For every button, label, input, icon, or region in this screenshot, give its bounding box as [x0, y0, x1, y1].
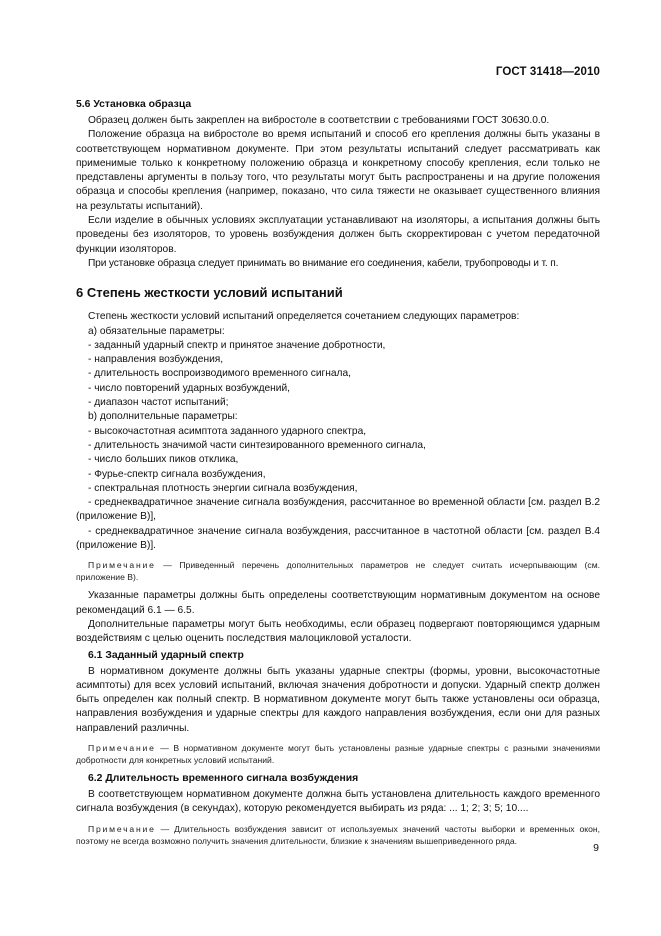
- note-text: — Приведенный перечень дополнительных параметров не следует считать исчерпывающим (см. приложение В).: [76, 560, 600, 583]
- paragraph: Если изделие в обычных условиях эксплуатации устанавливают на изоляторы, а испытания должны быть проведены без изоляторов, то уровень возбуждения должен быть скорректирован с учетом передаточной функции изоляторов.: [76, 215, 600, 255]
- page-number: 9: [593, 842, 599, 854]
- note-label: Примечание: [88, 560, 156, 571]
- list-item: - среднеквадратичное значение сигнала возбуждения, рассчитанное во временной области [см. раздел В.2 (приложение В)],: [76, 497, 600, 523]
- note-text: — В нормативном документе могут быть установлены разные ударные спектры с разными значениями добротности для конкретных условий испытаний.: [76, 742, 600, 765]
- paragraph: При установке образца следует принимать во внимание его соединения, кабели, трубопроводы и т. п.: [88, 257, 559, 269]
- note: [76, 559, 600, 583]
- list-item: - длительность значимой части синтезированного временного сигнала,: [88, 439, 426, 451]
- section-6-2-title: 6.2 Длительность временного сигнала возбуждения: [88, 772, 359, 784]
- note-label: Примечание: [88, 823, 156, 834]
- list-item: - заданный ударный спектр и принятое значение добротности,: [88, 339, 386, 351]
- list-item: - высокочастотная асимптота заданного ударного спектра,: [88, 425, 367, 437]
- paragraph: Дополнительные параметры могут быть необходимы, если образец подвергают повторяющимся ударным воздействиям с целью оценить последствия малоцикловой усталости.: [76, 618, 600, 645]
- section-6-1-title: 6.1 Заданный ударный спектр: [88, 649, 244, 661]
- paragraph: В нормативном документе должны быть указаны ударные спектры (формы, уровни, высокочастотные асимптоты) для всех условий испытаний, включая значения добротности и допуски. Ударный спектр должен быть определен как полный спектр. В нормативном документе могут быть также установлены оси образца, направления возбуждения и ударные спектры для каждого направления возбуждения, если они для разных направлений различны.: [76, 665, 600, 734]
- list-item: - число повторений ударных возбуждений,: [88, 382, 291, 394]
- list-label-a: а) обязательные параметры:: [88, 325, 225, 337]
- list-item: - диапазон частот испытаний;: [88, 397, 229, 409]
- note: [76, 742, 600, 766]
- note-label: Примечание: [88, 742, 156, 753]
- note: [76, 823, 600, 847]
- list-item: - среднеквадратичное значение сигнала возбуждения, рассчитанное в частотной области [см. раздел В.4 (приложение В)].: [76, 525, 600, 552]
- page-content: [76, 98, 600, 853]
- paragraph: Указанные параметры должны быть определены соответствующим нормативным документом на основе рекомендаций 6.1 — 6.5.: [76, 590, 600, 616]
- paragraph: В соответствующем нормативном документе должна быть установлена длительность каждого временного сигнала возбуждения (в секундах), которую рекомендуется выбирать из ряда: ... 1; 2; 3; 5; 10....: [76, 788, 600, 815]
- paragraph: Степень жесткости условий испытаний определяется сочетанием следующих параметров:: [88, 311, 520, 323]
- list-label-b: b) дополнительные параметры:: [88, 411, 238, 423]
- list-item: - Фурье-спектр сигнала возбуждения,: [88, 468, 266, 480]
- paragraph: Положение образца на вибростоле во время испытаний и способ его крепления должны быть указаны в соответствующем нормативном документе. При этом результаты испытаний следует рассматривать как применимые только к конкретному положению образца и конкретному способу крепления, если только не представлены аргументы в пользу того, что результаты могут быть распространены и на другие положения образца и способы крепления (например, показано, что сила тяжести не оказывает существенного влияния на результаты испытаний).: [76, 129, 600, 212]
- list-item: - длительность воспроизводимого временного сигнала,: [88, 368, 351, 380]
- list-item: - число больших пиков отклика,: [88, 454, 239, 466]
- note-text: — Длительность возбуждения зависит от используемых значений частоты выборки и временных окон, поэтому не всегда возможно получить значения длительности, близкие к значениям вышеприведенного ряда.: [76, 823, 600, 846]
- section-6-title: 6 Степень жесткости условий испытаний: [76, 285, 343, 301]
- document-header-id: ГОСТ 31418—2010: [495, 66, 600, 78]
- list-item: - направления возбуждения,: [88, 354, 224, 366]
- section-5-6-title: 5.6 Установка образца: [76, 99, 192, 110]
- list-item: - спектральная плотность энергии сигнала возбуждения,: [88, 482, 358, 494]
- paragraph: Образец должен быть закреплен на вибростоле в соответствии с требованиями ГОСТ 30630.0.0.: [88, 115, 550, 126]
